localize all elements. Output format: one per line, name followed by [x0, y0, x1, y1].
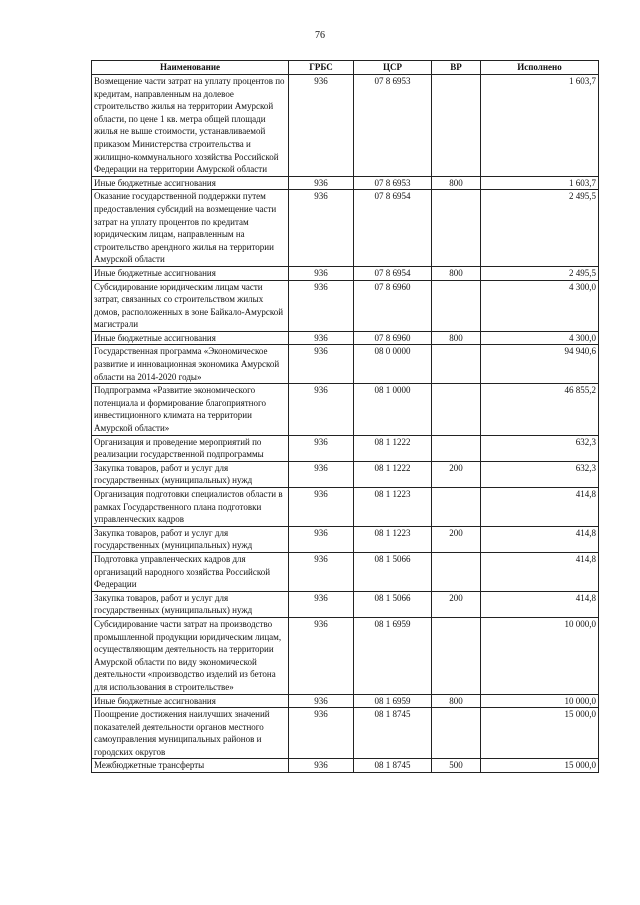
header-name: Наименование — [92, 61, 289, 75]
row-grbs: 936 — [289, 591, 354, 617]
table-row — [92, 488, 599, 527]
row-vr — [432, 345, 481, 384]
row-amount: 15 000,0 — [481, 708, 599, 759]
row-csr: 07 8 6960 — [354, 331, 432, 345]
row-vr — [432, 617, 481, 694]
row-name: Закупка товаров, работ и услуг для государственных (муниципальных) нужд — [92, 591, 289, 617]
row-grbs: 936 — [289, 280, 354, 331]
row-vr — [432, 708, 481, 759]
row-csr: 07 8 6953 — [354, 75, 432, 177]
table-row — [92, 591, 599, 617]
row-name: Возмещение части затрат на уплату процентов по кредитам, направленным на долевое строительство жилья на территории Амурской области, по цене 1 кв. метра общей площади жилья не выше стоимости, устанавливаемой приказом Министерства строительства и жилищно-коммунального хозяйства Российской Федерации на территории Амурской области — [92, 75, 289, 177]
table-row — [92, 552, 599, 591]
row-csr: 08 1 8745 — [354, 759, 432, 773]
row-vr: 800 — [432, 331, 481, 345]
table-row — [92, 280, 599, 331]
row-name: Оказание государственной поддержки путем предоставления субсидий на возмещение части затрат на уплату процентов по кредитам юридическим лицам, направленным на строительство арендного жилья на территории Амурской области — [92, 190, 289, 267]
table-header-row — [92, 61, 599, 75]
row-name: Межбюджетные трансферты — [92, 759, 289, 773]
row-amount: 46 855,2 — [481, 384, 599, 435]
row-csr: 08 1 6959 — [354, 617, 432, 694]
row-amount: 4 300,0 — [481, 331, 599, 345]
row-name: Подготовка управленческих кадров для организаций народного хозяйства Российской Федерации — [92, 552, 289, 591]
row-name: Организация подготовки специалистов области в рамках Государственного плана подготовки управленческих кадров — [92, 488, 289, 527]
table-row — [92, 708, 599, 759]
row-vr: 200 — [432, 461, 481, 487]
row-amount: 632,3 — [481, 435, 599, 461]
row-csr: 08 0 0000 — [354, 345, 432, 384]
table-row — [92, 759, 599, 773]
row-vr — [432, 552, 481, 591]
row-grbs: 936 — [289, 488, 354, 527]
table-row — [92, 176, 599, 190]
row-csr: 08 1 1223 — [354, 526, 432, 552]
table-row — [92, 617, 599, 694]
row-grbs: 936 — [289, 617, 354, 694]
table-row — [92, 75, 599, 177]
row-csr: 07 8 6954 — [354, 190, 432, 267]
row-amount: 1 603,7 — [481, 75, 599, 177]
table-row — [92, 331, 599, 345]
row-amount: 414,8 — [481, 526, 599, 552]
row-name: Закупка товаров, работ и услуг для государственных (муниципальных) нужд — [92, 526, 289, 552]
row-name: Иные бюджетные ассигнования — [92, 176, 289, 190]
row-vr — [432, 280, 481, 331]
row-amount: 15 000,0 — [481, 759, 599, 773]
table-row — [92, 526, 599, 552]
row-vr: 500 — [432, 759, 481, 773]
row-grbs: 936 — [289, 694, 354, 708]
row-name: Подпрограмма «Развитие экономического потенциала и формирование благоприятного инвестиционного климата на территории Амурской области» — [92, 384, 289, 435]
row-grbs: 936 — [289, 384, 354, 435]
row-name: Иные бюджетные ассигнования — [92, 266, 289, 280]
row-amount: 414,8 — [481, 552, 599, 591]
row-vr — [432, 488, 481, 527]
row-csr: 08 1 8745 — [354, 708, 432, 759]
row-amount: 632,3 — [481, 461, 599, 487]
row-amount: 414,8 — [481, 488, 599, 527]
row-grbs: 936 — [289, 435, 354, 461]
row-grbs: 936 — [289, 708, 354, 759]
row-name: Государственная программа «Экономическое развитие и инновационная экономика Амурской области на 2014-2020 годы» — [92, 345, 289, 384]
row-grbs: 936 — [289, 759, 354, 773]
row-name: Субсидирование юридическим лицам части затрат, связанных со строительством жилых домов, расположенных в зоне Байкало-Амурской магистрали — [92, 280, 289, 331]
row-csr: 07 8 6954 — [354, 266, 432, 280]
row-amount: 414,8 — [481, 591, 599, 617]
row-csr: 08 1 6959 — [354, 694, 432, 708]
row-csr: 08 1 0000 — [354, 384, 432, 435]
header-csr: ЦСР — [354, 61, 432, 75]
row-grbs: 936 — [289, 331, 354, 345]
row-vr: 200 — [432, 591, 481, 617]
row-vr: 800 — [432, 176, 481, 190]
row-amount: 4 300,0 — [481, 280, 599, 331]
row-grbs: 936 — [289, 75, 354, 177]
table-row — [92, 266, 599, 280]
row-grbs: 936 — [289, 176, 354, 190]
row-amount: 1 603,7 — [481, 176, 599, 190]
table-row — [92, 384, 599, 435]
header-grbs: ГРБС — [289, 61, 354, 75]
row-csr: 08 1 1223 — [354, 488, 432, 527]
row-vr — [432, 384, 481, 435]
row-name: Иные бюджетные ассигнования — [92, 331, 289, 345]
row-amount: 2 495,5 — [481, 190, 599, 267]
row-csr: 07 8 6953 — [354, 176, 432, 190]
row-name: Субсидирование части затрат на производство промышленной продукции юридическим лицам, осуществляющим деятельность на территории Амурской области по виду экономической деятельности «производство изделий из бетона для использования в строительстве» — [92, 617, 289, 694]
page-number: 76 — [315, 30, 325, 41]
row-csr: 08 1 5066 — [354, 552, 432, 591]
table-row — [92, 190, 599, 267]
row-grbs: 936 — [289, 266, 354, 280]
table-row — [92, 694, 599, 708]
row-amount: 10 000,0 — [481, 694, 599, 708]
row-name: Иные бюджетные ассигнования — [92, 694, 289, 708]
row-name: Поощрение достижения наилучших значений показателей деятельности органов местного самоуправления муниципальных районов и городских округов — [92, 708, 289, 759]
row-csr: 08 1 1222 — [354, 461, 432, 487]
header-vr: ВР — [432, 61, 481, 75]
row-grbs: 936 — [289, 345, 354, 384]
row-grbs: 936 — [289, 526, 354, 552]
row-vr — [432, 435, 481, 461]
table-row — [92, 435, 599, 461]
header-amount: Исполнено — [481, 61, 599, 75]
row-grbs: 936 — [289, 461, 354, 487]
row-amount: 10 000,0 — [481, 617, 599, 694]
row-vr: 200 — [432, 526, 481, 552]
row-csr: 08 1 1222 — [354, 435, 432, 461]
row-amount: 2 495,5 — [481, 266, 599, 280]
table-row — [92, 345, 599, 384]
row-vr — [432, 190, 481, 267]
row-amount: 94 940,6 — [481, 345, 599, 384]
row-csr: 08 1 5066 — [354, 591, 432, 617]
row-vr: 800 — [432, 266, 481, 280]
row-vr — [432, 75, 481, 177]
row-grbs: 936 — [289, 552, 354, 591]
row-csr: 07 8 6960 — [354, 280, 432, 331]
budget-table — [91, 60, 599, 773]
row-grbs: 936 — [289, 190, 354, 267]
row-name: Закупка товаров, работ и услуг для государственных (муниципальных) нужд — [92, 461, 289, 487]
table-row — [92, 461, 599, 487]
row-name: Организация и проведение мероприятий по реализации государственной подпрограммы — [92, 435, 289, 461]
row-vr: 800 — [432, 694, 481, 708]
